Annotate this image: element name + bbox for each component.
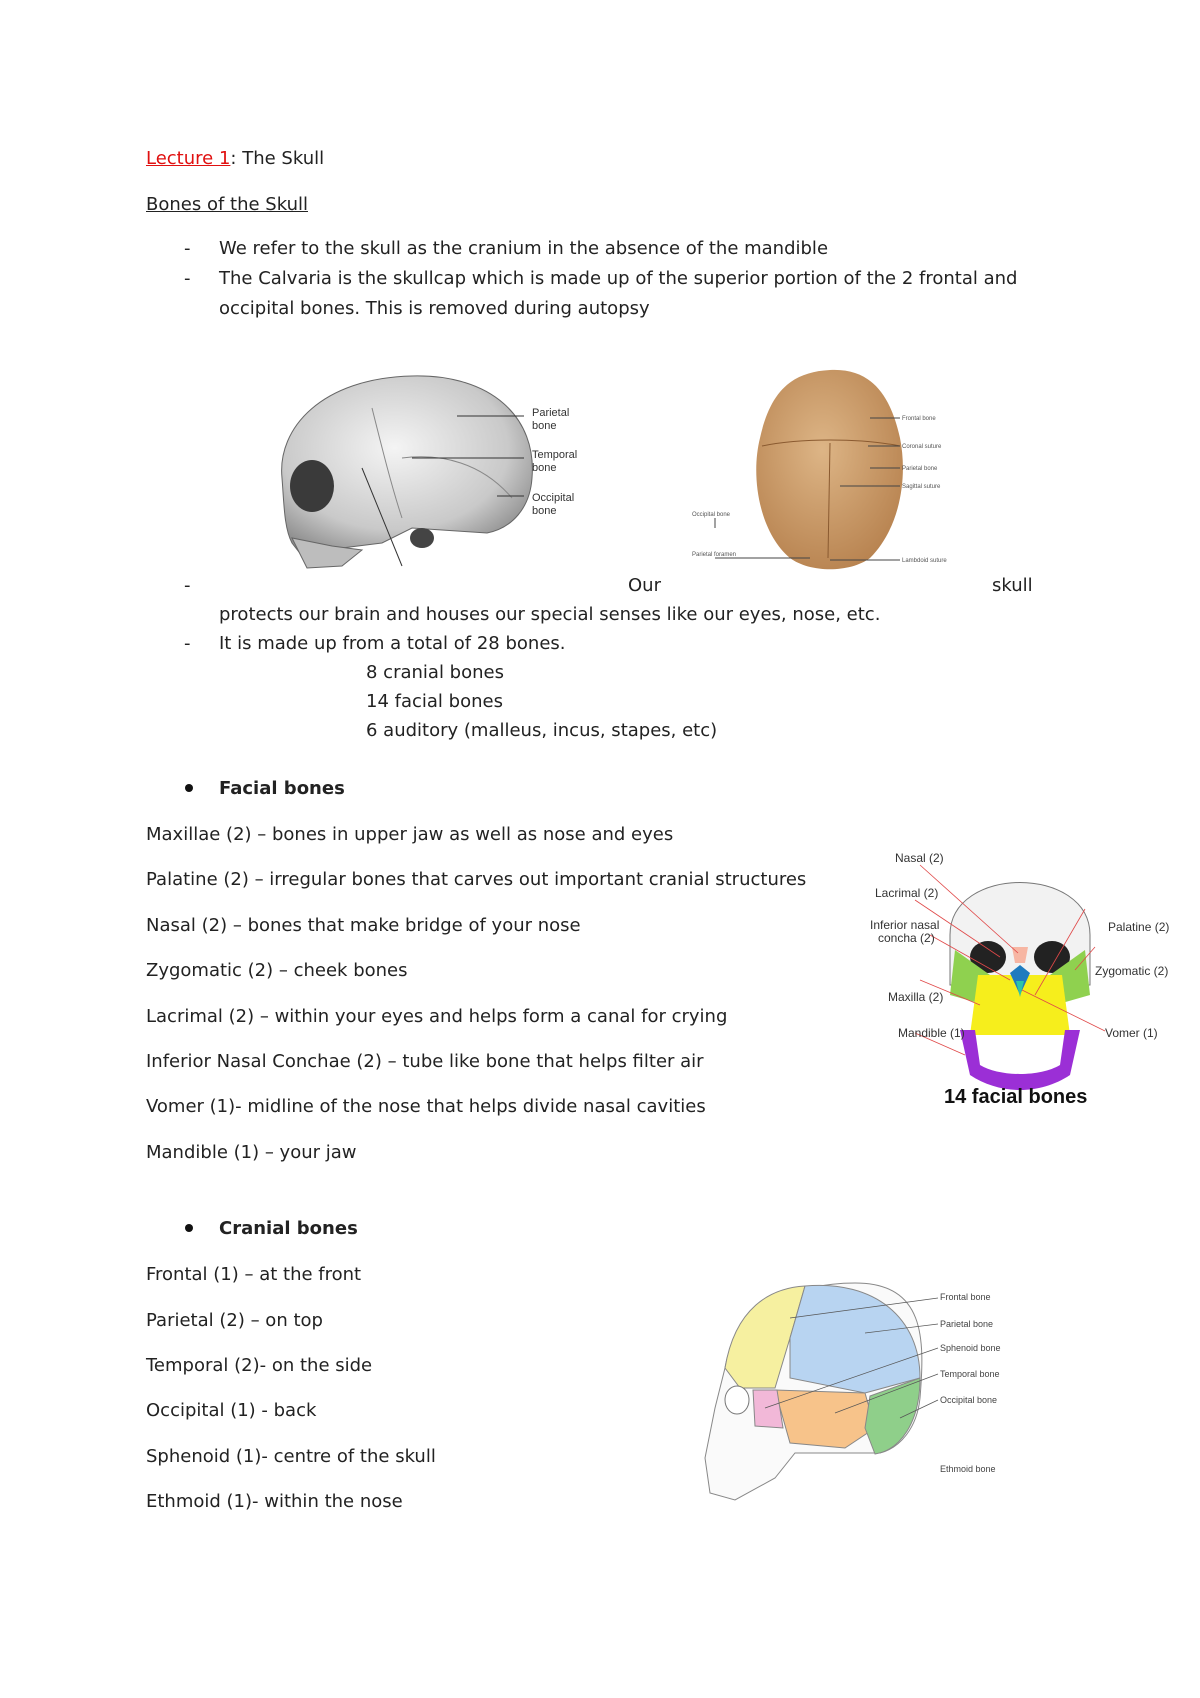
label-frontal: Frontal bone — [902, 416, 936, 422]
section-title-bones: Bones of the Skull — [146, 194, 308, 215]
label-ethmoid: Ethmoid bone — [940, 1464, 996, 1474]
label-lacrimal: Lacrimal (2) — [875, 886, 939, 900]
dash-marker: - — [184, 238, 191, 259]
label-occipital: Occipital bone — [940, 1395, 998, 1405]
label-concha: concha (2) — [878, 931, 935, 945]
superior-skull-figure — [690, 368, 980, 578]
cranial-item: Ethmoid (1)- within the nose — [146, 1491, 403, 1512]
label-sphenoid: Sphenoid bone — [940, 1343, 1001, 1353]
superior-skull-svg — [690, 368, 980, 578]
label-occipital: Occipital bone — [692, 512, 731, 518]
justified-start-word: Our — [628, 575, 661, 596]
facial-item: Lacrimal (2) – within your eyes and helps form a canal for crying — [146, 1006, 728, 1027]
label-vomer: Vomer (1) — [1105, 1026, 1158, 1040]
dash-marker: - — [184, 268, 191, 289]
dash-marker: - — [184, 575, 191, 596]
label-foramen: Parietal foramen — [692, 552, 737, 558]
dash-marker: - — [184, 633, 191, 654]
label-lambdoid: Lambdoid suture — [902, 558, 947, 564]
label-temporal: Temporal bone — [940, 1369, 1000, 1379]
cranial-item: Frontal (1) – at the front — [146, 1264, 362, 1285]
section-title-facial: Facial bones — [219, 778, 345, 799]
cranial-bones-svg — [695, 1278, 1035, 1508]
protect-line: protects our brain and houses our special senses like our eyes, nose, etc. — [219, 604, 881, 625]
cranial-item: Parietal (2) – on top — [146, 1310, 323, 1331]
total-bones-line: It is made up from a total of 28 bones. — [219, 633, 566, 654]
facial-item: Mandible (1) – your jaw — [146, 1142, 357, 1163]
label-temporal-2: bone — [532, 462, 557, 474]
bullet-dot — [185, 1224, 193, 1232]
lateral-skull-figure — [262, 368, 614, 574]
label-zygomatic: Zygomatic (2) — [1095, 964, 1169, 978]
label-coronal: Coronal suture — [902, 444, 942, 450]
orbit-shape — [290, 460, 334, 512]
label-mandible: Mandible (1) — [898, 1026, 965, 1040]
lecture-label: Lecture 1 — [146, 148, 231, 169]
section-title-cranial: Cranial bones — [219, 1218, 358, 1239]
label-parietal-2: bone — [532, 420, 557, 432]
label-parietal: Parietal — [532, 407, 570, 419]
label-palatine: Palatine (2) — [1108, 920, 1170, 934]
facial-bones-caption: 14 facial bones — [944, 1086, 1088, 1108]
cranial-item: Sphenoid (1)- centre of the skull — [146, 1446, 436, 1467]
ear-canal-shape — [410, 528, 434, 548]
facial-item: Zygomatic (2) – cheek bones — [146, 960, 408, 981]
label-occipital-2: bone — [532, 505, 557, 517]
label-temporal: Temporal — [532, 449, 578, 461]
count-cranial: 8 cranial bones — [366, 662, 504, 683]
orbit-shape — [725, 1386, 749, 1414]
count-auditory: 6 auditory (malleus, incus, stapes, etc) — [366, 720, 718, 741]
justified-end-word: skull — [992, 575, 1033, 596]
facial-item: Vomer (1)- midline of the nose that helps divide nasal cavities — [146, 1096, 706, 1117]
cranial-bones-figure — [695, 1278, 1035, 1508]
label-nasal: Nasal (2) — [895, 851, 944, 865]
facial-bones-svg — [860, 845, 1180, 1110]
count-facial: 14 facial bones — [366, 691, 503, 712]
facial-bones-figure — [860, 845, 1180, 1110]
bullet-text: The Calvaria is the skullcap which is made up of the superior portion of the 2 frontal and — [219, 268, 1018, 289]
label-parietal: Parietal bone — [902, 466, 938, 472]
label-inferior-nasal: Inferior nasal — [870, 918, 940, 932]
facial-item: Palatine (2) – irregular bones that carves out important cranial structures — [146, 869, 807, 890]
title-rest: : The Skull — [230, 148, 325, 169]
lateral-skull-svg — [262, 368, 614, 574]
facial-item: Nasal (2) – bones that make bridge of your nose — [146, 915, 581, 936]
bullet-dot — [185, 784, 193, 792]
facial-item: Maxillae (2) – bones in upper jaw as well as nose and eyes — [146, 824, 674, 845]
cranial-item: Occipital (1) - back — [146, 1400, 317, 1421]
bullet-text: We refer to the skull as the cranium in the absence of the mandible — [219, 238, 829, 259]
label-parietal: Parietal bone — [940, 1319, 994, 1329]
label-maxilla: Maxilla (2) — [888, 990, 944, 1004]
bullet-text-continued: occipital bones. This is removed during autopsy — [219, 298, 650, 319]
label-sagittal: Sagittal suture — [902, 484, 941, 490]
label-occipital: Occipital — [532, 492, 575, 504]
label-frontal: Frontal bone — [940, 1292, 991, 1302]
mandible-shape — [960, 1030, 1080, 1090]
facial-item: Inferior Nasal Conchae (2) – tube like bone that helps filter air — [146, 1051, 704, 1072]
cranial-item: Temporal (2)- on the side — [146, 1355, 373, 1376]
page-title — [146, 148, 324, 170]
